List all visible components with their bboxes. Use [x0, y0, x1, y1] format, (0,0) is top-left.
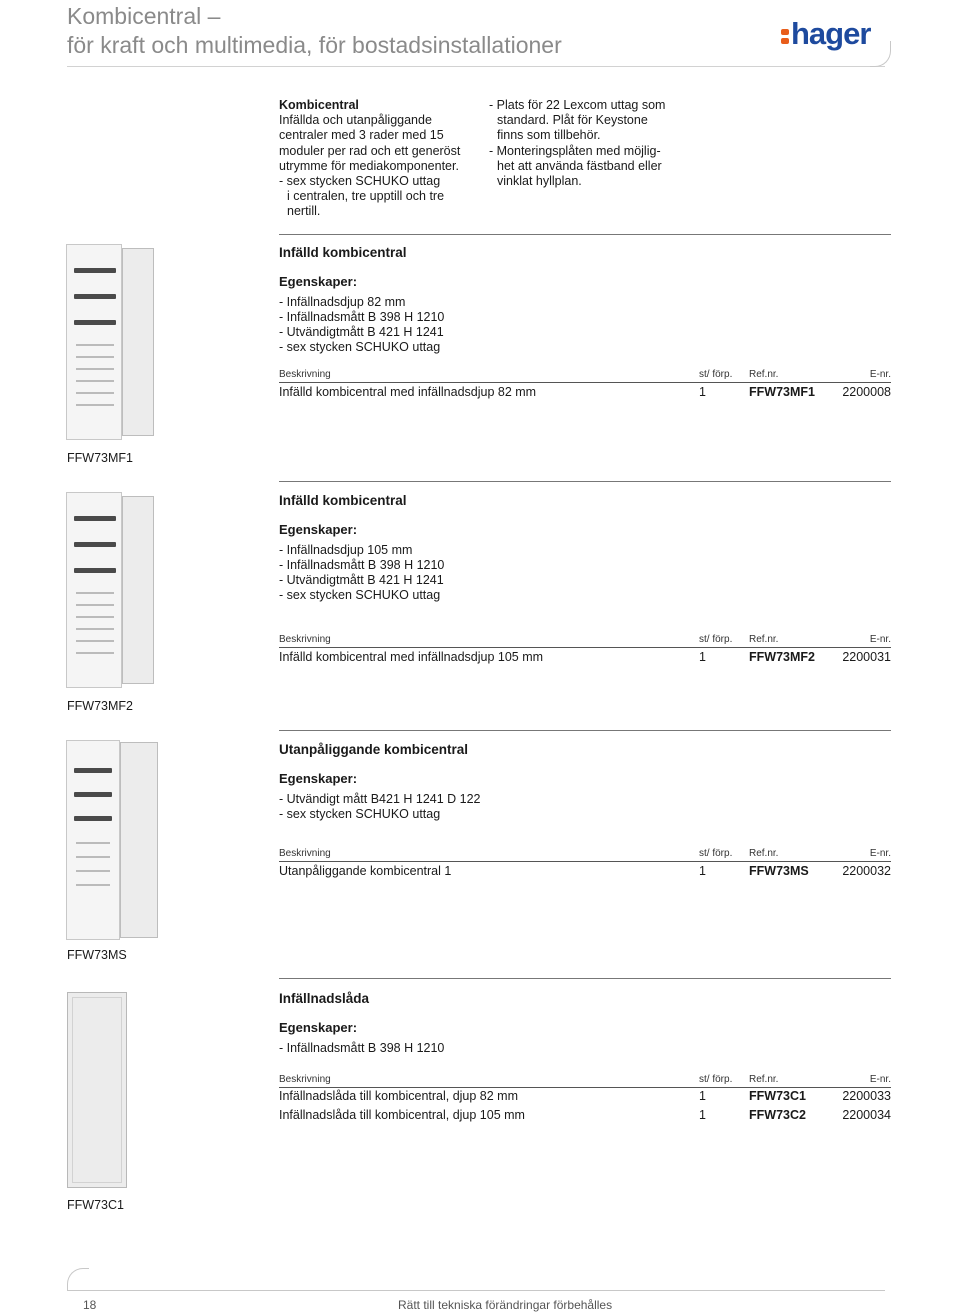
page-title-line2: för kraft och multimedia, för bostadsinstallationer — [67, 32, 562, 58]
column-header-description: Beskrivning — [279, 1074, 331, 1085]
intro-left-line: nertill. — [287, 204, 321, 219]
table-row — [279, 385, 891, 401]
table-header-rule — [279, 647, 891, 648]
properties-label: Egenskaper: — [279, 771, 358, 786]
page-title-line1: Kombicentral – — [67, 3, 221, 29]
header-corner-decoration — [870, 41, 891, 67]
properties-list — [279, 771, 481, 822]
intro-left-line: moduler per rad och ett generöst — [279, 143, 461, 158]
table-row — [279, 1089, 891, 1105]
column-header-ref: Ref.nr. — [749, 1074, 779, 1085]
properties-label: Egenskaper: — [279, 274, 358, 289]
footer-note: Rätt till tekniska förändringar förbehålles — [398, 1298, 613, 1312]
column-header-ref: Ref.nr. — [749, 634, 779, 645]
row-enr: 2200034 — [842, 1108, 891, 1122]
intro-left-line: utrymme för mediakomponenter. — [279, 158, 459, 173]
intro-right-line: - Plats för 22 Lexcom uttag som — [489, 98, 666, 112]
row-ref: FFW73MF1 — [749, 385, 815, 399]
section-divider — [279, 234, 891, 235]
section-divider — [279, 730, 891, 731]
row-description: Utanpåliggande kombicentral 1 — [279, 864, 452, 878]
row-quantity: 1 — [699, 650, 706, 664]
product-code-label: FFW73MF2 — [67, 699, 133, 713]
row-description: Infälld kombicentral med infällnadsdjup 82 mm — [279, 385, 537, 399]
column-header-quantity: st/ förp. — [699, 369, 733, 380]
column-header-ref: Ref.nr. — [749, 848, 779, 859]
intro-title: Kombicentral — [279, 98, 359, 112]
row-ref: FFW73MS — [749, 864, 809, 878]
intro-left-line: centraler med 3 rader med 15 — [279, 128, 444, 143]
table-header-rule — [279, 382, 891, 383]
row-description: Infälld kombicentral med infällnadsdjup 105 mm — [279, 650, 544, 664]
column-header-description: Beskrivning — [279, 848, 331, 859]
section-title: Infälld kombicentral — [279, 493, 407, 508]
hager-logo — [779, 16, 879, 54]
product-image-ffw73mf2 — [66, 492, 158, 688]
column-header-ref: Ref.nr. — [749, 369, 779, 380]
row-ref: FFW73C2 — [749, 1108, 806, 1122]
table-header-rule — [279, 861, 891, 862]
property-item: - Infällnadsmått B 398 H 1210 — [279, 1041, 445, 1055]
table-row — [279, 650, 891, 666]
intro-right-line: vinklat hyllplan. — [497, 174, 582, 189]
intro-right-line: het att använda fästband eller — [497, 158, 662, 173]
table-header — [279, 369, 891, 383]
table-header — [279, 848, 891, 862]
properties-list — [279, 274, 444, 355]
product-image-ffw73ms — [66, 740, 160, 940]
row-description: Infällnadslåda till kombicentral, djup 82 mm — [279, 1089, 519, 1103]
property-item: - Infällnadsmått B 398 H 1210 — [279, 310, 445, 324]
property-item: - Infällnadsmått B 398 H 1210 — [279, 558, 445, 572]
intro-left-line: i centralen, tre upptill och tre — [287, 189, 445, 204]
table-header-rule — [279, 1087, 891, 1088]
property-item: - Utvändigt mått B421 H 1241 D 122 — [279, 792, 481, 806]
properties-list — [279, 1020, 444, 1056]
properties-label: Egenskaper: — [279, 1020, 358, 1035]
property-item: - sex stycken SCHUKO uttag — [279, 340, 441, 354]
property-item: - Infällnadsdjup 82 mm — [279, 295, 406, 309]
intro-left-line: - sex stycken SCHUKO uttag — [279, 174, 441, 189]
row-quantity: 1 — [699, 864, 706, 878]
property-item: - Utvändigtmått B 421 H 1241 — [279, 573, 444, 587]
properties-list — [279, 522, 444, 603]
row-enr: 2200032 — [842, 864, 891, 878]
section-title: Infälld kombicentral — [279, 245, 407, 260]
footer-corner-decoration — [67, 1268, 89, 1291]
table-row — [279, 1108, 891, 1124]
column-header-enr: E-nr. — [869, 634, 891, 645]
intro-left-line: Infällda och utanpåliggande — [279, 113, 432, 128]
page-title — [67, 2, 562, 60]
properties-label: Egenskaper: — [279, 522, 358, 537]
row-quantity: 1 — [699, 385, 706, 399]
column-header-quantity: st/ förp. — [699, 634, 733, 645]
column-header-quantity: st/ förp. — [699, 848, 733, 859]
product-code-label: FFW73C1 — [67, 1198, 124, 1212]
row-quantity: 1 — [699, 1108, 706, 1122]
row-enr: 2200031 — [842, 650, 891, 664]
column-header-enr: E-nr. — [869, 1074, 891, 1085]
product-code-label: FFW73MS — [67, 948, 127, 962]
row-enr: 2200008 — [842, 385, 891, 399]
column-header-quantity: st/ förp. — [699, 1074, 733, 1085]
row-quantity: 1 — [699, 1089, 706, 1103]
property-item: - Utvändigtmått B 421 H 1241 — [279, 325, 444, 339]
property-item: - Infällnadsdjup 105 mm — [279, 543, 413, 557]
column-header-description: Beskrivning — [279, 634, 331, 645]
header-divider — [67, 66, 885, 67]
logo-mark-icon — [779, 29, 791, 45]
table-row — [279, 864, 891, 880]
property-item: - sex stycken SCHUKO uttag — [279, 588, 441, 602]
row-ref: FFW73MF2 — [749, 650, 815, 664]
row-description: Infällnadslåda till kombicentral, djup 105 mm — [279, 1108, 525, 1122]
section-title: Infällnadslåda — [279, 991, 370, 1006]
column-header-description: Beskrivning — [279, 369, 331, 380]
row-enr: 2200033 — [842, 1089, 891, 1103]
section-title: Utanpåliggande kombicentral — [279, 742, 469, 757]
row-ref: FFW73C1 — [749, 1089, 806, 1103]
footer-divider — [67, 1290, 885, 1291]
property-item: - sex stycken SCHUKO uttag — [279, 807, 441, 821]
logo-text: hager — [791, 16, 871, 51]
section-divider — [279, 978, 891, 979]
intro-right-line: - Monteringsplåten med möjlig- — [489, 143, 661, 158]
product-image-ffw73c1 — [67, 992, 127, 1188]
intro-right-line: standard. Plåt för Keystone — [497, 113, 648, 128]
intro-right-line: finns som tillbehör. — [497, 128, 601, 143]
intro-left-column — [279, 98, 489, 220]
product-code-label: FFW73MF1 — [67, 451, 133, 465]
intro-right-column — [489, 98, 709, 189]
product-image-ffw73mf1 — [66, 244, 158, 440]
table-header — [279, 634, 891, 648]
table-header — [279, 1074, 891, 1088]
column-header-enr: E-nr. — [869, 848, 891, 859]
section-divider — [279, 481, 891, 482]
column-header-enr: E-nr. — [869, 369, 891, 380]
page-number: 18 — [83, 1298, 97, 1312]
